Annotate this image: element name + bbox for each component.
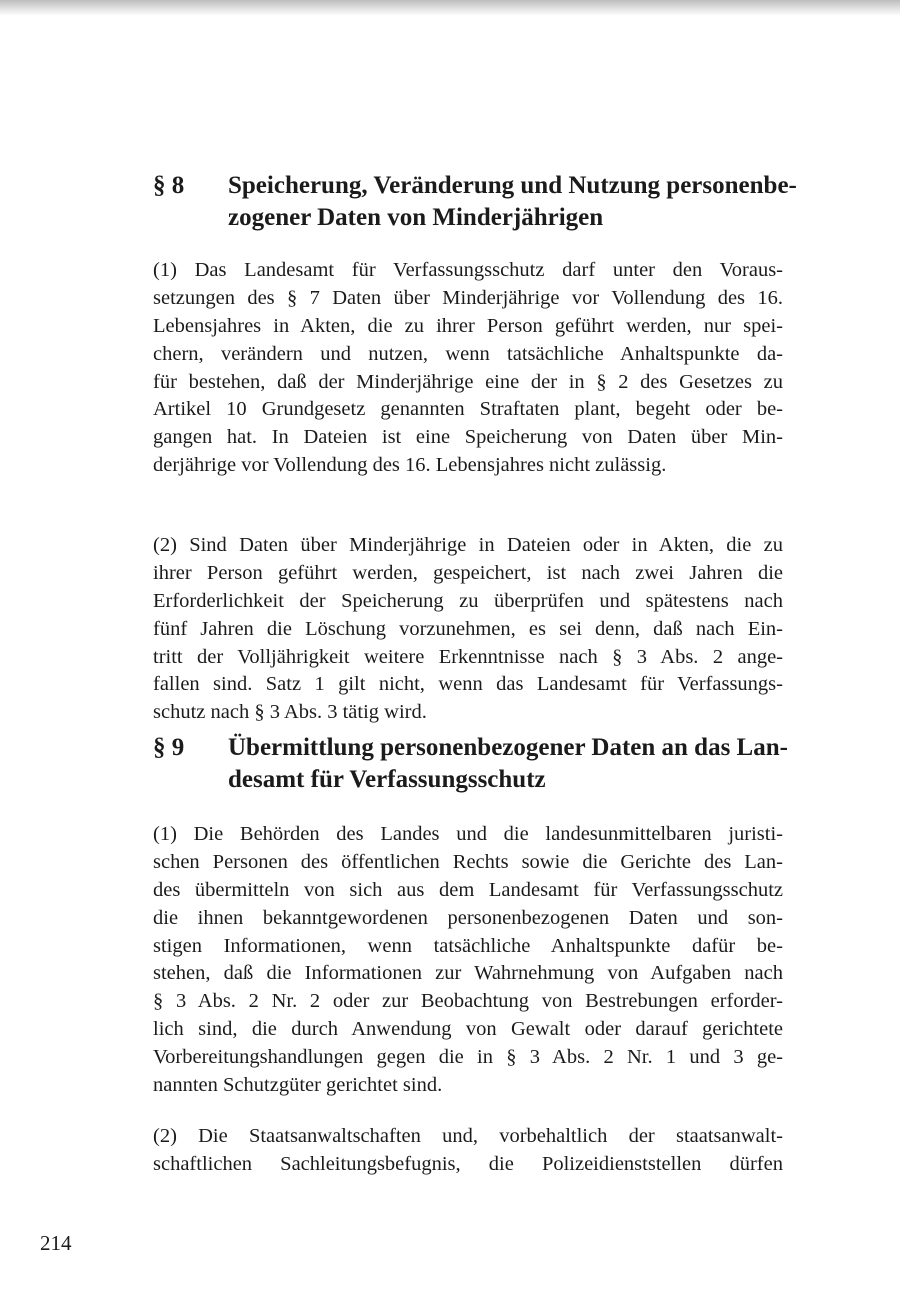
- section-8-paragraph-1: [153, 257, 783, 480]
- section-8-heading: [153, 170, 797, 234]
- text-line: des übermitteln von sich aus dem Landesamt für Verfassungsschutz: [153, 878, 783, 901]
- section-8-paragraph-2: [153, 532, 783, 727]
- text-line: Artikel 10 Grundgesetz genannten Straftaten plant, begeht oder be-: [153, 398, 783, 421]
- text-line: (1) Das Landesamt für Verfassungsschutz darf unter den Voraus-: [153, 259, 783, 281]
- text-line: die ihnen bekanntgewordenen personenbezogenen Daten und son-: [153, 906, 783, 929]
- text-line: chern, verändern und nutzen, wenn tatsächliche Anhaltspunkte da-: [153, 342, 783, 365]
- text-line: schaftlichen Sachleitungsbefugnis, die Polizeidienststellen dürfen: [153, 1152, 783, 1175]
- text-line: Lebensjahres in Akten, die zu ihrer Person geführt werden, nur spei-: [153, 314, 783, 337]
- heading-line: Übermittlung personenbezogener Daten an das Lan-: [228, 734, 788, 761]
- heading-line: desamt für Verfassungsschutz: [228, 766, 546, 793]
- page-number: 214: [40, 1231, 72, 1255]
- text-line: nannten Schutzgüter gerichtet sind.: [153, 1074, 443, 1097]
- heading-line: zogener Daten von Minderjährigen: [228, 204, 604, 231]
- section-9-heading: [153, 732, 793, 796]
- text-line: schutz nach § 3 Abs. 3 tätig wird.: [153, 701, 427, 724]
- text-line: stigen Informationen, wenn tatsächliche Anhaltspunkte dafür be-: [153, 934, 783, 957]
- text-line: (2) Sind Daten über Minderjährige in Dateien oder in Akten, die zu: [153, 534, 783, 556]
- text-line: für bestehen, daß der Minderjährige eine der in § 2 des Gesetzes zu: [153, 370, 783, 393]
- text-line: gangen hat. In Dateien ist eine Speicherung von Daten über Min-: [153, 426, 783, 449]
- section-9-paragraph-1: [153, 821, 783, 1100]
- text-line: fallen sind. Satz 1 gilt nicht, wenn das Landesamt für Verfassungs-: [153, 673, 783, 696]
- text-line: § 3 Abs. 2 Nr. 2 oder zur Beobachtung von Bestrebungen erforder-: [153, 990, 783, 1013]
- text-line: stehen, daß die Informationen zur Wahrnehmung von Aufgaben nach: [153, 962, 783, 985]
- text-line: (1) Die Behörden des Landes und die landesunmittelbaren juristi-: [153, 823, 783, 845]
- text-line: fünf Jahren die Löschung vorzunehmen, es sei denn, daß nach Ein-: [153, 617, 783, 640]
- text-line: derjährige vor Vollendung des 16. Lebensjahres nicht zulässig.: [153, 454, 667, 477]
- text-line: setzungen des § 7 Daten über Minderjährige vor Vollendung des 16.: [153, 286, 783, 309]
- text-line: ihrer Person geführt werden, gespeichert, ist nach zwei Jahren die: [153, 561, 783, 584]
- heading-line: Speicherung, Veränderung und Nutzung personenbe-: [228, 172, 797, 199]
- section-number: § 8: [153, 172, 185, 199]
- text-line: lich sind, die durch Anwendung von Gewalt oder darauf gerichtete: [153, 1018, 783, 1041]
- text-line: Vorbereitungshandlungen gegen die in § 3 Abs. 2 Nr. 1 und 3 ge-: [153, 1046, 783, 1069]
- text-line: schen Personen des öffentlichen Rechts sowie die Gerichte des Lan-: [153, 850, 783, 873]
- text-line: tritt der Volljährigkeit weitere Erkenntnisse nach § 3 Abs. 2 ange-: [153, 645, 783, 668]
- scan-edge-shadow: [0, 0, 900, 16]
- text-line: Erforderlichkeit der Speicherung zu überprüfen und spätestens nach: [153, 589, 783, 612]
- section-9-paragraph-2: [153, 1123, 783, 1179]
- section-number: § 9: [153, 734, 185, 761]
- text-line: (2) Die Staatsanwaltschaften und, vorbehaltlich der staatsanwalt-: [153, 1125, 783, 1147]
